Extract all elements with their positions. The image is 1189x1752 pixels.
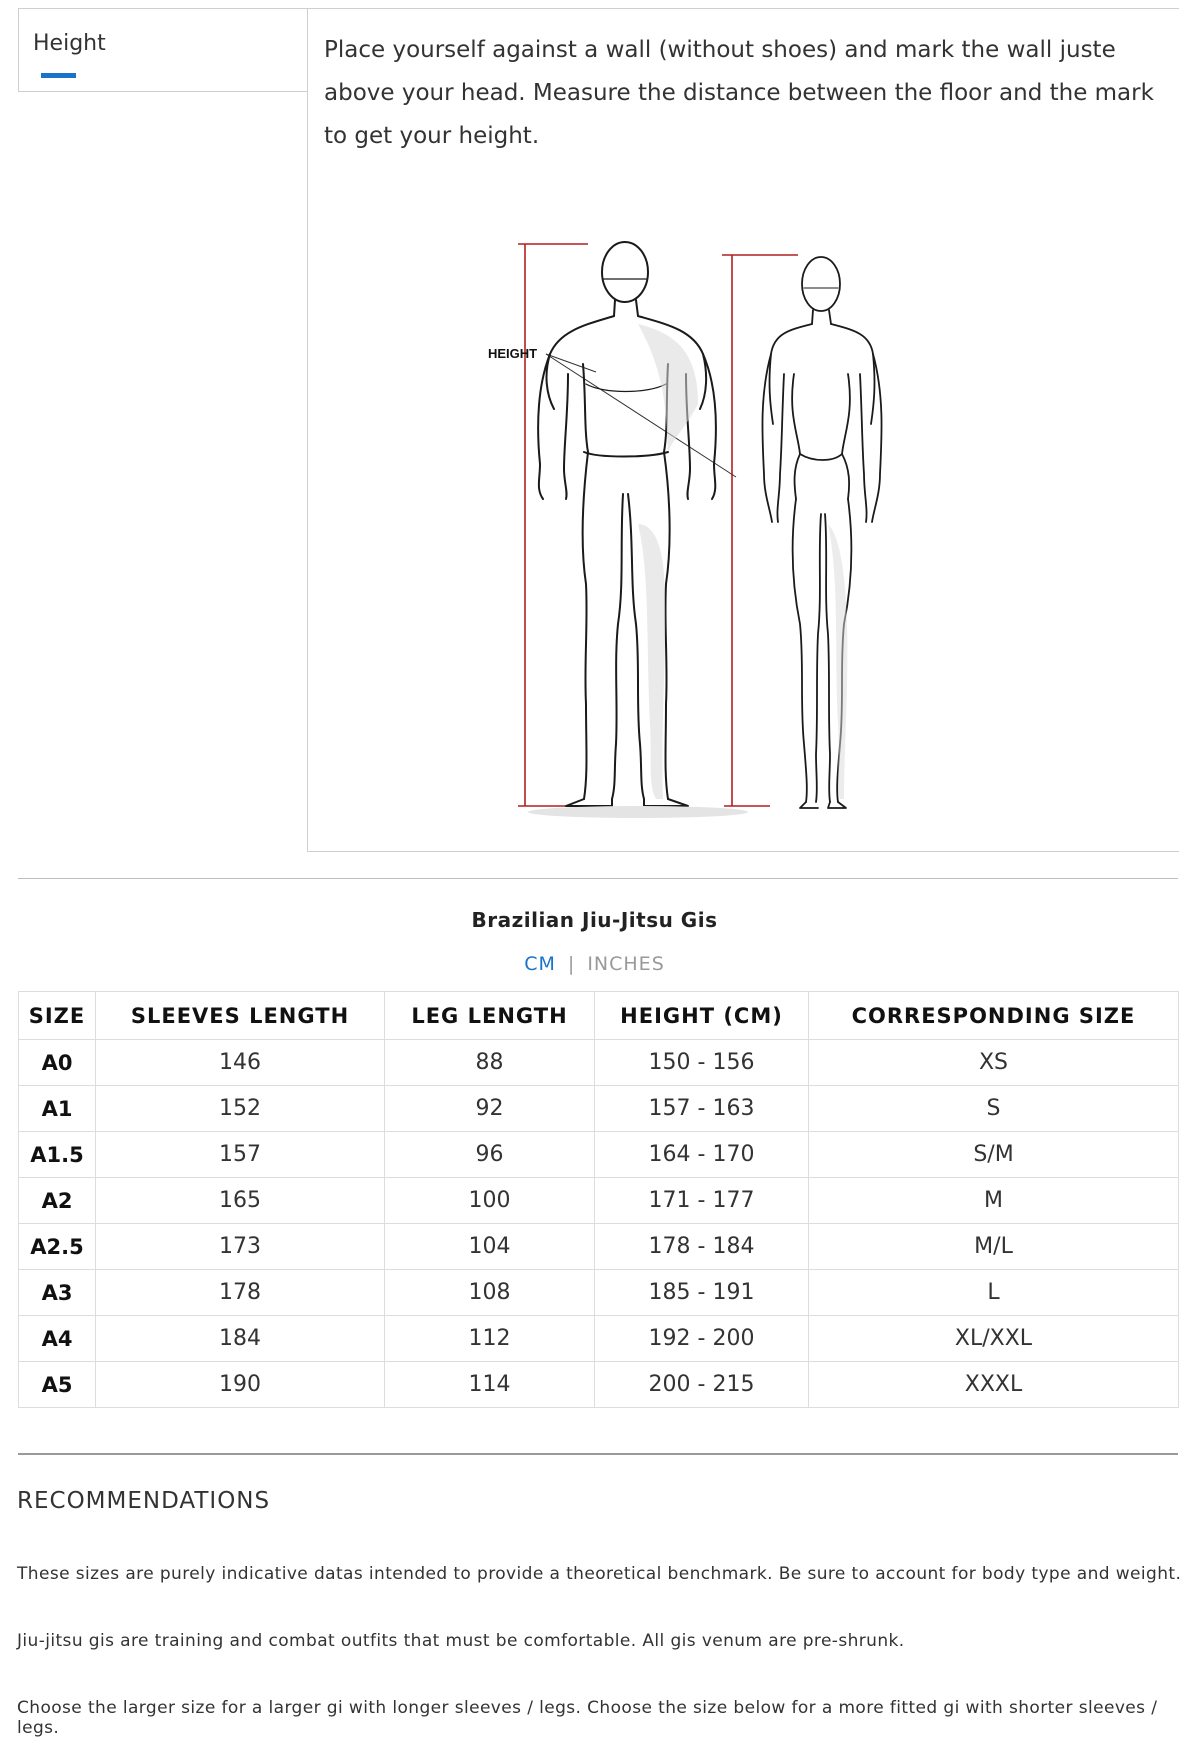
height-cell: 192 - 200	[595, 1316, 809, 1362]
height-measurement-illustration	[488, 224, 1008, 824]
height-instructions: Place yourself against a wall (without shoes) and mark the wall juste above your head. Measure the distance between the floor and the mark to get your height.	[324, 37, 1154, 149]
recommendation-paragraph: Jiu-jitsu gis are training and combat outfits that must be comfortable. All gis venum are pre-shrunk.	[17, 1631, 905, 1651]
table-row	[19, 1316, 1179, 1362]
height-cell: 157 - 163	[595, 1086, 809, 1132]
male-figure	[538, 242, 716, 806]
female-figure	[762, 257, 881, 808]
sleeves-cell: 184	[96, 1316, 385, 1362]
table-row	[19, 1132, 1179, 1178]
height-cell: 178 - 184	[595, 1224, 809, 1270]
size-cell: A0	[19, 1040, 96, 1086]
section-divider	[18, 1453, 1178, 1455]
measurement-tab-height[interactable]	[18, 8, 308, 92]
sleeves-cell: 157	[96, 1132, 385, 1178]
size-cell: A2.5	[19, 1224, 96, 1270]
height-cell: 171 - 177	[595, 1178, 809, 1224]
size-cell: A2	[19, 1178, 96, 1224]
sleeves-cell: 173	[96, 1224, 385, 1270]
leg-cell: 104	[385, 1224, 595, 1270]
leg-cell: 112	[385, 1316, 595, 1362]
size-cell: A3	[19, 1270, 96, 1316]
size-chart-table	[18, 991, 1179, 1408]
leg-cell: 100	[385, 1178, 595, 1224]
ground-shadow	[528, 806, 748, 818]
size-chart-title: Brazilian Jiu-Jitsu Gis	[471, 908, 718, 932]
sleeves-cell: 152	[96, 1086, 385, 1132]
section-divider	[18, 878, 1178, 879]
size-cell: A1	[19, 1086, 96, 1132]
column-header: CORRESPONDING SIZE	[809, 992, 1179, 1040]
unit-inches-toggle[interactable]: INCHES	[587, 953, 665, 975]
corresponding-size-cell: S	[809, 1086, 1179, 1132]
female-height-bracket	[722, 255, 798, 806]
recommendations-heading: RECOMMENDATIONS	[17, 1488, 271, 1514]
sleeves-cell: 190	[96, 1362, 385, 1408]
corresponding-size-cell: XL/XXL	[809, 1316, 1179, 1362]
height-cell: 185 - 191	[595, 1270, 809, 1316]
body-sketch-figure	[488, 224, 1008, 824]
table-row	[19, 1178, 1179, 1224]
leg-cell: 114	[385, 1362, 595, 1408]
column-header: LEG LENGTH	[385, 992, 595, 1040]
table-row	[19, 1224, 1179, 1270]
corresponding-size-cell: S/M	[809, 1132, 1179, 1178]
measurement-content-panel	[307, 8, 1179, 852]
height-cell: 200 - 215	[595, 1362, 809, 1408]
recommendation-paragraph: Choose the larger size for a larger gi with longer sleeves / legs. Choose the size below for a more fitted gi with shorter sleeves / legs.	[17, 1698, 1158, 1738]
height-callout-label: HEIGHT	[488, 346, 538, 361]
unit-separator: |	[567, 953, 576, 975]
corresponding-size-cell: XXXL	[809, 1362, 1179, 1408]
column-header: HEIGHT (CM)	[595, 992, 809, 1040]
leg-cell: 88	[385, 1040, 595, 1086]
table-row	[19, 1362, 1179, 1408]
sleeves-cell: 165	[96, 1178, 385, 1224]
leg-cell: 108	[385, 1270, 595, 1316]
size-cell: A5	[19, 1362, 96, 1408]
sleeves-cell: 178	[96, 1270, 385, 1316]
callout-lines	[546, 354, 736, 477]
unit-switch	[0, 953, 1189, 975]
recommendation-paragraph: These sizes are purely indicative datas intended to provide a theoretical benchmark. Be sure to account for body type and weight.	[17, 1564, 1182, 1584]
table-row	[19, 1040, 1179, 1086]
corresponding-size-cell: L	[809, 1270, 1179, 1316]
leg-cell: 92	[385, 1086, 595, 1132]
column-header: SLEEVES LENGTH	[96, 992, 385, 1040]
height-cell: 164 - 170	[595, 1132, 809, 1178]
height-cell: 150 - 156	[595, 1040, 809, 1086]
column-header: SIZE	[19, 992, 96, 1040]
corresponding-size-cell: M	[809, 1178, 1179, 1224]
table-row	[19, 1270, 1179, 1316]
size-cell: A4	[19, 1316, 96, 1362]
tab-label: Height	[33, 31, 106, 56]
unit-cm-toggle[interactable]: CM	[524, 953, 556, 975]
leg-cell: 96	[385, 1132, 595, 1178]
table-header-row	[19, 992, 1179, 1040]
table-row	[19, 1086, 1179, 1132]
corresponding-size-cell: M/L	[809, 1224, 1179, 1270]
active-tab-indicator	[41, 73, 76, 78]
sleeves-cell: 146	[96, 1040, 385, 1086]
size-cell: A1.5	[19, 1132, 96, 1178]
corresponding-size-cell: XS	[809, 1040, 1179, 1086]
female-shading	[828, 524, 847, 799]
